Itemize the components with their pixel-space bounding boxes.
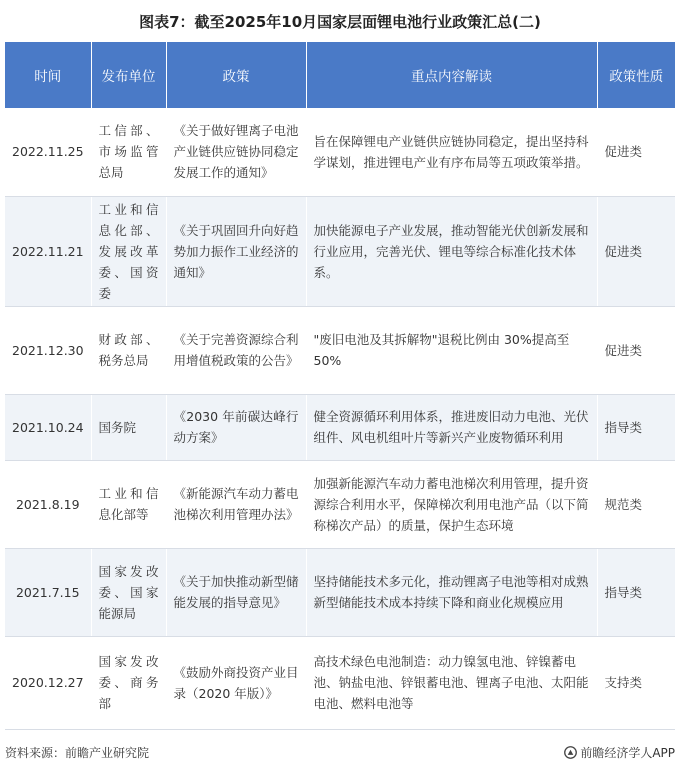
cell-content: 高技术绿色电池制造：动力镍氢电池、锌镍蓄电池、钠盐电池、锌银蓄电池、锂离子电池、太阳能电池、燃料电池等 — [306, 636, 597, 729]
cell-policy: 《关于做好锂离子电池产业链供应链协同稳定发展工作的通知》 — [166, 108, 306, 196]
cell-policy: 《新能源汽车动力蓄电池梯次利用管理办法》 — [166, 460, 306, 548]
table-row — [5, 196, 675, 306]
header-issuer: 发布单位 — [91, 42, 166, 108]
cell-content: 坚持储能技术多元化，推动锂离子电池等相对成熟新型储能技术成本持续下降和商业化规模应用 — [306, 548, 597, 636]
cell-nature: 促进类 — [597, 196, 675, 306]
cell-policy: 《关于巩固回升向好趋势加力振作工业经济的通知》 — [166, 196, 306, 306]
brand-name: 前瞻经济学人APP — [580, 746, 675, 760]
cell-date: 2020.12.27 — [5, 636, 91, 729]
footer — [0, 741, 680, 763]
page-title: 图表7：截至2025年10月国家层面锂电池行业政策汇总(二) — [139, 13, 541, 31]
table-row — [5, 394, 675, 460]
cell-nature: 促进类 — [597, 108, 675, 196]
cell-content: 加强新能源汽车动力蓄电池梯次利用管理，提升资源综合利用水平，保障梯次利用电池产品（以下简称梯次产品）的质量，保护生态环境 — [306, 460, 597, 548]
cell-date: 2021.10.24 — [5, 394, 91, 460]
cell-content: "废旧电池及其拆解物"退税比例由 30%提高至 50% — [306, 306, 597, 394]
source-note: 资料来源：前瞻产业研究院 — [5, 746, 150, 760]
cell-issuer: 国务院 — [91, 394, 166, 460]
cell-nature: 指导类 — [597, 394, 675, 460]
cell-policy: 《2030 年前碳达峰行动方案》 — [166, 394, 306, 460]
table-header-row — [5, 42, 675, 108]
header-nature: 政策性质 — [597, 42, 675, 108]
cell-nature: 规范类 — [597, 460, 675, 548]
brand-logo-icon — [564, 746, 577, 759]
header-policy: 政策 — [166, 42, 306, 108]
table-row — [5, 306, 675, 394]
cell-issuer: 国家发改委、商务部 — [91, 636, 166, 729]
cell-date: 2022.11.21 — [5, 196, 91, 306]
header-content: 重点内容解读 — [306, 42, 597, 108]
cell-issuer: 工信部、市场监管总局 — [91, 108, 166, 196]
brand-credit — [564, 744, 675, 761]
cell-content: 旨在保障锂电产业链供应链协同稳定，提出坚持科学谋划，推进锂电产业有序布局等五项政策举措。 — [306, 108, 597, 196]
cell-policy: 《鼓励外商投资产业目录（2020 年版）》 — [166, 636, 306, 729]
cell-issuer: 财政部、税务总局 — [91, 306, 166, 394]
cell-date: 2021.8.19 — [5, 460, 91, 548]
cell-policy: 《关于加快推动新型储能发展的指导意见》 — [166, 548, 306, 636]
cell-nature: 支持类 — [597, 636, 675, 729]
table-row — [5, 108, 675, 196]
cell-content: 健全资源循环利用体系，推进废旧动力电池、光伏组件、风电机组叶片等新兴产业废物循环利用 — [306, 394, 597, 460]
cell-date: 2021.7.15 — [5, 548, 91, 636]
cell-issuer: 国家发改委、国家能源局 — [91, 548, 166, 636]
cell-issuer: 工业和信息化部等 — [91, 460, 166, 548]
table-row — [5, 636, 675, 729]
cell-content: 加快能源电子产业发展，推动智能光伏创新发展和行业应用，完善光伏、锂电等综合标准化技术体系。 — [306, 196, 597, 306]
header-date: 时间 — [5, 42, 91, 108]
cell-nature: 促进类 — [597, 306, 675, 394]
cell-policy: 《关于完善资源综合利用增值税政策的公告》 — [166, 306, 306, 394]
policy-table — [5, 42, 675, 730]
table-row — [5, 460, 675, 548]
cell-date: 2022.11.25 — [5, 108, 91, 196]
cell-nature: 指导类 — [597, 548, 675, 636]
table-row — [5, 548, 675, 636]
cell-date: 2021.12.30 — [5, 306, 91, 394]
cell-issuer: 工业和信息化部、发展改革委、国资委 — [91, 196, 166, 306]
